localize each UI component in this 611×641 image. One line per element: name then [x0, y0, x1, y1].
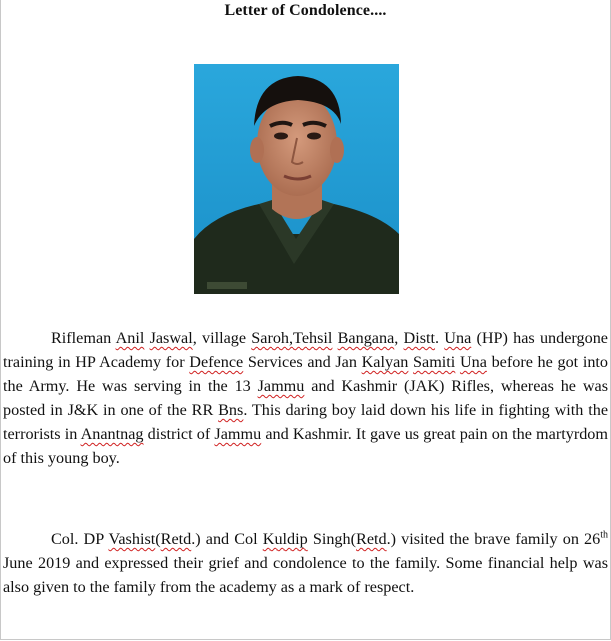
soldier-portrait-image	[194, 64, 399, 294]
soldier-photo	[194, 64, 399, 294]
paragraph-1: Rifleman Anil Jaswal, village Saroh,Tehsil Bangana, Distt. Una (HP) has undergone training in HP Academy for Defence Services and Jan Kalyan Samiti Una before he got into the Army. He was serving in the 13 Jammu and Kashmir (JAK) Rifles, whereas he was posted in J&K in one of the RR Bns. This daring boy laid down his life in fighting with the terrorists in Anantnag district of Jammu and Kashmir. It gave us great pain on the martyrdom of this young boy.	[3, 329, 609, 467]
paragraph-2: Col. DP Vashist(Retd.) and Col Kuldip Singh(Retd.) visited the brave family on 26th June 2019 and expressed their grief and condolence to the family. Some financial help was also given to the family from the academy as a mark of respect.	[3, 529, 608, 596]
letter-title: Letter of Condolence....	[224, 2, 387, 19]
